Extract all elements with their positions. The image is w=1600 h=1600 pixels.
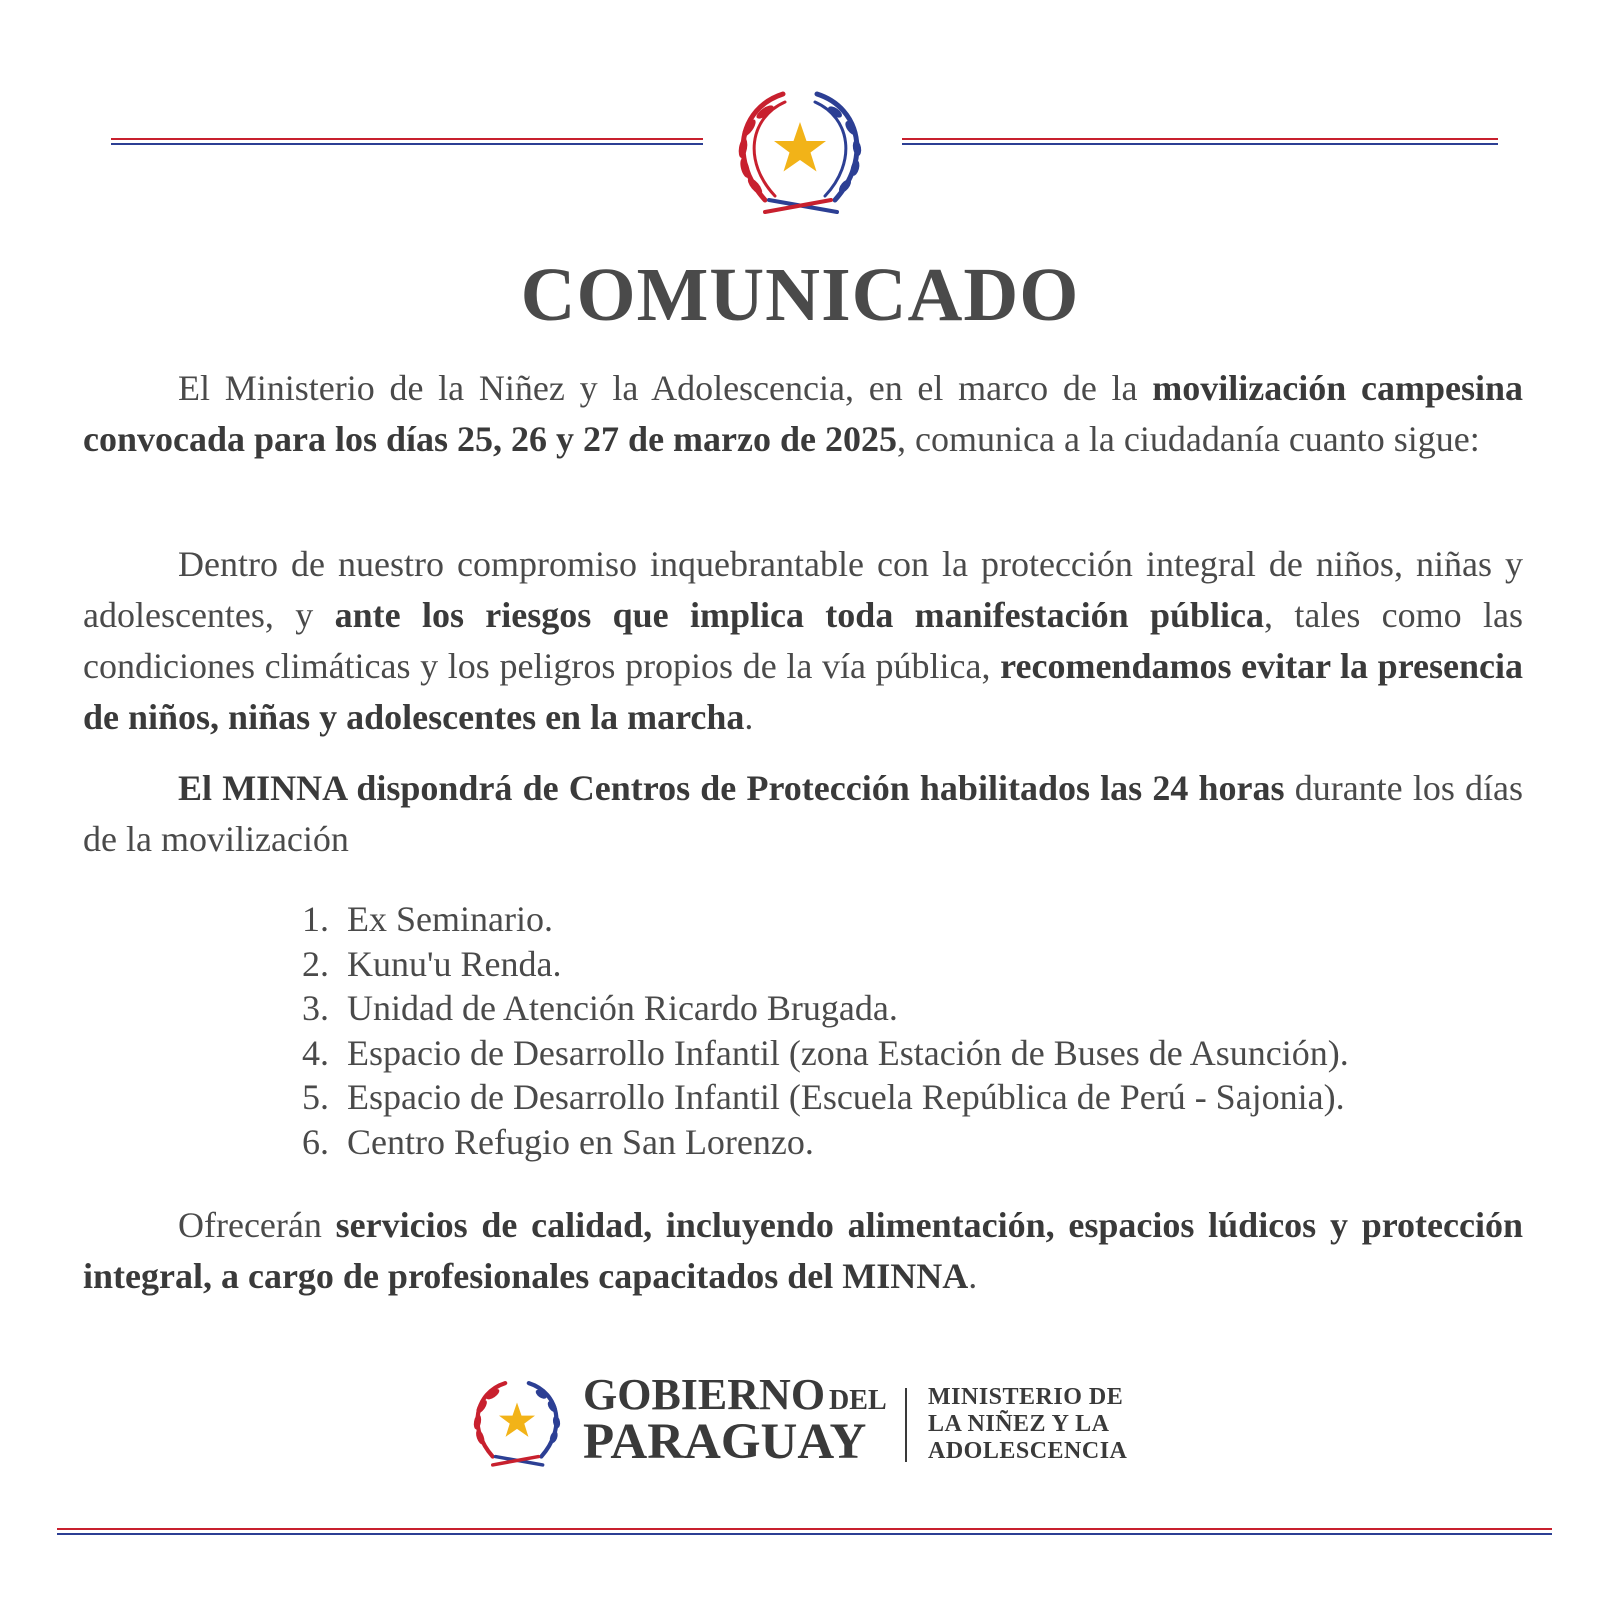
services-paragraph <box>83 1200 1523 1302</box>
ministry-name-line2: LA NIÑEZ Y LA <box>928 1411 1110 1437</box>
list-item-text: Centro Refugio en San Lorenzo. <box>347 1121 814 1162</box>
list-number: 6. <box>302 1121 329 1162</box>
government-logo-line2: PARAGUAY <box>583 1414 867 1470</box>
protection-centers-list <box>270 897 1349 1164</box>
bold-run: ante los riesgos que implica toda manifestación pública <box>334 595 1265 635</box>
text-run: El Ministerio de la Niñez y la Adolescencia, en el marco de la <box>178 368 1153 408</box>
footer-rule <box>57 1528 1552 1535</box>
text-run: durante los días de la movilización <box>83 768 1524 859</box>
footer-emblem-icon <box>465 1378 569 1470</box>
list-item <box>270 1031 1349 1076</box>
bold-run: recomendamos evitar la presencia de niños, niñas y adolescentes en la marcha <box>83 646 1523 737</box>
list-item-text: Ex Seminario. <box>347 899 553 939</box>
list-number: 5. <box>302 1077 329 1117</box>
ministry-name-line3: ADOLESCENCIA <box>928 1438 1128 1464</box>
list-item-text: Unidad de Atención Ricardo Brugada. <box>347 988 898 1028</box>
footer-divider <box>905 1388 907 1462</box>
text-run: Ofrecerán <box>178 1205 336 1245</box>
header-rule-right <box>902 138 1498 145</box>
ministry-name-line1: MINISTERIO DE <box>928 1384 1124 1410</box>
gov-text: GOBIERNO <box>583 1370 826 1419</box>
gov-del-text: DEL <box>829 1385 887 1416</box>
bold-run: El MINNA dispondrá de Centros de Protección habilitados las 24 horas <box>178 768 1285 808</box>
paraguay-emblem-icon <box>725 88 875 218</box>
intro-paragraph <box>83 363 1523 465</box>
page-title: COMUNICADO <box>520 253 1080 337</box>
list-item-text: Espacio de Desarrollo Infantil (zona Estación de Buses de Asunción). <box>347 1032 1349 1073</box>
list-number: 1. <box>302 899 329 939</box>
text-run: . <box>744 697 754 737</box>
list-item-text: Kunu'u Renda. <box>347 943 562 984</box>
list-item <box>270 1075 1349 1120</box>
list-number: 2. <box>302 943 329 984</box>
bold-run: servicios de calidad, incluyendo alimentación, espacios lúdicos y protección integral, a cargo de profesionales capacitados del MINNA <box>83 1205 1523 1296</box>
text-run: , comunica a la ciudadanía cuanto sigue: <box>897 419 1480 459</box>
list-number: 3. <box>302 988 329 1028</box>
text-run: Dentro de nuestro compromiso inquebrantable con la protección integral de niños, niñas y adolescentes, y <box>83 544 1523 635</box>
list-item <box>270 897 1349 942</box>
list-item-text: Espacio de Desarrollo Infantil (Escuela República de Perú - Sajonia). <box>347 1077 1345 1117</box>
bold-run: movilización campesina convocada para los días 25, 26 y 27 de marzo de 2025 <box>83 368 1523 459</box>
list-item <box>270 986 1349 1031</box>
centers-intro-paragraph <box>83 763 1523 865</box>
recommendation-paragraph <box>83 539 1523 743</box>
list-item <box>270 1120 1349 1165</box>
text-run: . <box>968 1256 978 1296</box>
header-rule-left <box>111 138 703 145</box>
list-number: 4. <box>302 1032 329 1073</box>
list-item <box>270 942 1349 987</box>
text-run: , tales como las condiciones climáticas y los peligros propios de la vía pública, <box>83 595 1523 686</box>
